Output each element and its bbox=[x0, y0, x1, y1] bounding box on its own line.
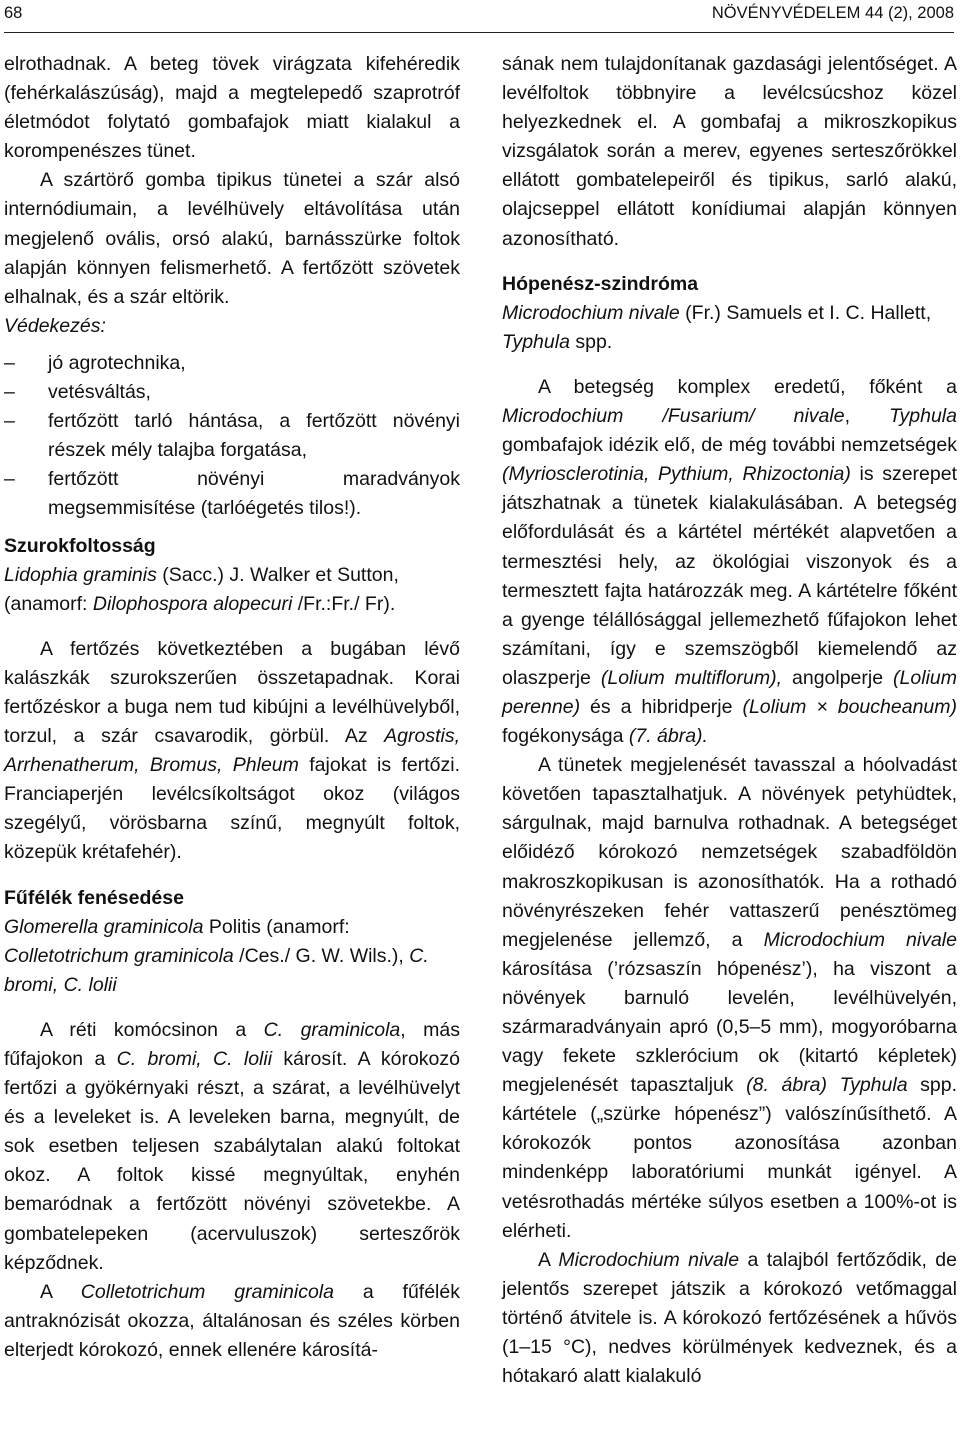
paragraph: elrothadnak. A beteg tövek virágzata kifehéredik (fehérkalászúság), majd a megtelepedő szaprotróf életmódot folytató gombafajok miatt kialakul a korompenészes tünet. bbox=[4, 53, 460, 163]
paragraph: A réti komócsinon a C. graminicola, más fűfajokon a C. bromi, C. lolii károsít. A kórokozó fertőzi a gyökérnyaki részt, a szárat, a levélhüvelyt és a leveleket is. A leveleken barna, megnyúlt, de sok esetben teljesen szabálytalan alakú foltokat okoz. A foltok kissé megnyúltak, enyhén bemaródnak a fertőzött növényi szövetekbe. A gombatelepeken (acervuluszok) serteszőrök képződnek. bbox=[4, 1018, 461, 1274]
page-number: 68 bbox=[4, 4, 23, 22]
journal-citation: NÖVÉNYVÉDELEM 44 (2), 2008 bbox=[711, 4, 954, 22]
section-title: Hópenész-szindróma bbox=[502, 272, 699, 295]
header-rule bbox=[4, 32, 954, 33]
left-column bbox=[4, 50, 460, 1365]
species-line: Microdochium nivale (Fr.) Samuels et I. C. Hallett, Typhula spp. bbox=[502, 301, 932, 353]
paragraph: A fertőzés következtében a bugában lévő kalászkák szurokszerűen összetapadnak. Korai fertőzéskor a buga nem tud kibújni a levélhüvelyből, torzul, a szár csavarodik, görbül. Az Agrostis, Arrhenatherum, Bromus, Phleum fajokat is fertőzi. Franciaperjén levélcsíkoltságot okoz (világos szegélyű, vörösbarna színű, megnyúlt foltok, közepük krétafehér). bbox=[4, 637, 460, 864]
vedekezes-label: Védekezés: bbox=[4, 314, 106, 337]
section-title: Fűfélék fenésedése bbox=[4, 886, 184, 909]
right-column bbox=[502, 50, 957, 1391]
dash-item: – fertőzött tarló hántása, a fertőzött növényi részek mély talajba forgatása, bbox=[4, 410, 460, 462]
paragraph: A tünetek megjelenését tavasszal a hóolvadást követően tapasztalhatjuk. A növények petyhüdtek, sárgulnak, majd barnulva rothadnak. A betegséget előidéző kórokozó nemzetségek szabadföldön makroszkopikusan is azonosíthatók. Ha a rothadó növényrészeken fehér vattaszerű penésztömeg megjelenése jellemző, a Microdochium nivale károsítása (’rózsaszín hópenész’), ha viszont a növények barnuló levelén, levélhüvelyén, szármaradványain apró (0,5–5 mm), mogyoróbarna vagy fekete szklerócium ok (kitartó képletek) megjelenését tapasztaljuk (8. ábra) Typhula spp. kártétele („szürke hópenész”) valószínűsíthető. A kórokozók pontos azonosítása azonban mindenképp laboratóriumi munkát igényel. A vetésrothadás mértéke súlyos esetben a 100%-ot is elérheti. bbox=[502, 754, 957, 1242]
species-line: Glomerella graminicola Politis (anamorf: Colletotrichum graminicola /Ces./ G. W. Wils.), C. bromi, C. lolii bbox=[4, 915, 429, 996]
dash-item: – fertőzött növényi maradványok megsemmisítése (tarlóégetés tilos!). bbox=[4, 468, 460, 520]
paragraph: A Colletotrichum graminicola a fűfélék antraknózisát okozza, általánosan és széles körben elterjedt kórokozó, ennek ellenére károsítá- bbox=[4, 1280, 460, 1361]
dash-item: – jó agrotechnika, bbox=[4, 351, 186, 374]
running-header bbox=[4, 4, 954, 30]
paragraph: A szártörő gomba tipikus tünetei a szár alsó internódiumain, a levélhüvely eltávolítása után megjelenő ovális, orsó alakú, barnásszürke foltok alapján könnyen felismerhető. A fertőzött szövetek elhalnak, és a szár eltörik. bbox=[4, 169, 460, 308]
species-line: Lidophia graminis (Sacc.) J. Walker et Sutton, (anamorf: Dilophospora alopecuri /Fr.:Fr./ Fr). bbox=[4, 563, 399, 615]
paragraph: A betegség komplex eredetű, főként a Microdochium /Fusarium/ nivale, Typhula gombafajok idézik elő, de még további nemzetségek (Myriosclerotinia, Pythium, Rhizoctonia) is szerepet játszhatnak a tünetek kialakulásában. A betegség előfordulását és a kártétel mértékét alapvetően a termesztési hely, az ökológiai viszonyok és a termesztett fajta határozzák meg. A kártételre főként a gyenge télállósággal jellemezhető fűfajokon lehet számítani, így e szemszögből kiemelendő az olaszperje (Lolium multiflorum), angolperje (Lolium perenne) és a hibridperje (Lolium × boucheanum) fogékonysága (7. ábra). bbox=[502, 375, 957, 748]
paragraph: sának nem tulajdonítanak gazdasági jelentőséget. A levélfoltok többnyire a levélcsúcshoz közel helyezkednek el. A gombafaj a mikroszkopikus vizsgálatok során a merev, egyenes serteszőrökkel ellátott gombatelepeiről és tipikus, sarló alakú, olajcseppel ellátott konídiumai alapján könnyen azonosítható. bbox=[502, 53, 957, 250]
section-title: Szurokfoltosság bbox=[4, 534, 156, 557]
dash-item: – vetésváltás, bbox=[4, 381, 151, 404]
paragraph: A Microdochium nivale a talajból fertőződik, de jelentős szerepet játszik a kórokozó vetőmaggal történő átvitele is. A kórokozó fertőzésének a hűvös (1–15 °C), nedves körülmények kedveznek, és a hótakaró alatt kialakuló bbox=[502, 1248, 957, 1388]
